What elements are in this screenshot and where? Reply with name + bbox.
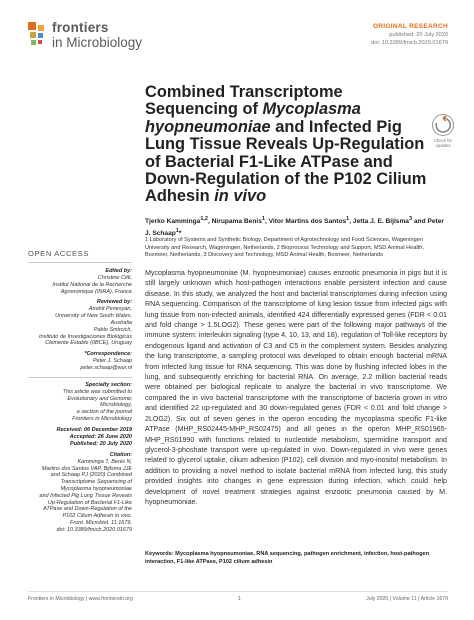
- reviewed-by-0: Anahit Penesyan,: [88, 306, 132, 313]
- citation-10[interactable]: doi: 10.3389/fmicb.2020.01679: [56, 526, 132, 533]
- refresh-icon: [433, 115, 453, 135]
- citation-1: Martins dos Santos VAP, Bijlsma JJE: [41, 465, 132, 472]
- received-date: Received: 06 December 2019: [56, 426, 132, 433]
- author-4[interactable]: Jetta J. E. Bijlsma$^3$: [352, 216, 413, 226]
- sidebar: [28, 249, 132, 534]
- check-updates-label: Check for updates: [434, 138, 452, 148]
- citation-4: Mycoplasma hyopneumoniae: [60, 485, 132, 492]
- footer-volume: July 2020 | Volume 11 | Article 1679: [366, 596, 448, 602]
- keywords-list: Mycoplasma hyopneumoniae, RNA sequencing, pathogen enrichment, infection, host-pathogen interaction, F1-like ATPase, P102 cilium adhesin: [145, 551, 430, 565]
- edited-by-0: Christine Citti,: [97, 275, 132, 281]
- brand-line1: frontiers: [52, 20, 109, 35]
- specialty-heading: Specialty section:: [85, 381, 132, 388]
- abstract: Mycoplasma hyopneumoniae (M. hyopneumoniae) causes enzootic pneumonia in pigs but it is still largely unknown which host-pathogen interactions enable persistent infection and cause disease. In this study, we analyzed the host and bacterial transcriptomes during infection using RNA sequencing. Comparison of the transcriptome of lung lesion tissue from infected pigs with lung tissue from non-infected animals, identified 424 differentially expressed genes (FDR < 0.01 and fold change > 1.5LOG2). These genes were part of the following major pathways of the immune system: interleukin signaling (type 4, 10, 13, and 18), regulation of Toll-like receptors by endogenous ligand and activation of C3 and C5 in the complement system. Besides analyzing the lung transcriptome, a sampling protocol was developed to obtain enough bacterial mRNA from infected lung tissue for RNA sequencing. This was done by flushing infected lobes in the lung, and subsequently enriching for bacterial RNA. On average, 2.2 million bacterial reads were obtained per biological replicate to analyze the bacterial in vivo transcriptome. We compared the in vivo bacterial transcriptome with the transcriptome of bacteria grown in vitro and identified 22 up-regulated and 30 down-regulated genes (FDR < 0.01 and fold change > 2LOG2). Six out of seven genes in the operon encoding the mycoplasma specific F1-like ATPase (MHP_RS02445-MHP_RS02475) and all genes in the operon MHP_RS01965-MHP_RS01990 with functions related to nucleotide metabolism, spermidine transport and glycerol-3-phoshate transport were up-regulated in vivo. Down-regulated in vivo were genes related to glycerol uptake, cilium adhesion (P102), cell division and myo-inositol metabolism. In addition to providing a novel method to isolate bacterial mRNA from infected lung, this study provided insights into changes in gene expression during infection, which could help development of novel treatment strategies against enzootic pneumonia caused by M. hyopneumoniae.: [145, 269, 447, 506]
- citation-5: and Infected Pig Lung Tissue Reveals: [39, 492, 132, 499]
- correspondence-name: Peter J. Schaap: [92, 358, 132, 365]
- citation-2: and Schaap PJ (2020) Combined: [50, 472, 132, 479]
- author-1[interactable]: Tjerko Kamminga$^{1,2}$: [145, 216, 208, 226]
- specialty-0: This article was submitted to: [62, 388, 132, 395]
- correspondence-heading: *Correspondence:: [84, 351, 132, 358]
- footer-journal[interactable]: Frontiers in Microbiology | www.frontiersin.org: [28, 596, 133, 602]
- keywords: [145, 550, 447, 566]
- page-header: [0, 0, 474, 60]
- citation-3: Transcriptome Sequencing of: [60, 479, 132, 486]
- title-invivo: in vivo: [214, 187, 267, 206]
- specialty-2: Microbiology,: [100, 402, 132, 409]
- specialty-4: Frontiers in Microbiology: [72, 415, 132, 422]
- journal-logo[interactable]: [28, 20, 188, 54]
- author-5[interactable]: Peter J. Schaap$^1$*: [145, 218, 444, 237]
- check-updates-icon[interactable]: [432, 114, 454, 136]
- citation-0: Kamminga T, Benis N,: [77, 458, 132, 465]
- citation-7: ATPase and Down-Regulation of the: [43, 506, 132, 513]
- author-list: Tjerko Kamminga$^{1,2}$, Nirupama Benis$^1$, Vitor Martins dos Santos$^1$, Jetta J. E. Bijlsma$^3$ and Peter J. Schaap$^1$*: [145, 216, 444, 237]
- author-2[interactable]: Nirupama Benis$^1$: [211, 216, 265, 226]
- doi-link[interactable]: doi: 10.3389/fmicb.2020.01679: [371, 40, 448, 46]
- frontiers-logo-icon: [28, 22, 48, 48]
- page-number: 1: [238, 596, 241, 602]
- article-title: [145, 84, 427, 206]
- citation-6: Up-Regulation of Bacterial F1-Like: [47, 499, 132, 506]
- citation-heading: Citation:: [109, 451, 132, 458]
- article-meta: [371, 23, 448, 47]
- edited-by-1: Institut National de la Recherche: [52, 281, 132, 288]
- reviewed-by-heading: Reviewed by:: [96, 299, 132, 306]
- accepted-date: Accepted: 26 June 2020: [69, 433, 132, 440]
- reviewed-by-1: University of New South Wales,: [55, 313, 132, 320]
- reviewed-by-2: Australia: [110, 319, 132, 326]
- edited-by-heading: Edited by:: [105, 268, 132, 274]
- published-date: published: 20 July 2020: [389, 32, 448, 38]
- citation-8: P102 Cilium Adhesin in vivo.: [62, 513, 132, 520]
- reviewed-by-4: Instituto de Investigaciones Biológicas: [39, 333, 132, 340]
- affiliations: 1 Laboratory of Systems and Synthetic Biology, Department of Agrotechnology and Food Sciences, Wageningen University and Research, Wageningen, Netherlands, 2 Bioprocess Technology and Support, MSD Animal Health, Boxmeer, Netherlands, 3 Discovery and Technology, MSD Animal Health, Boxmeer, Netherlands: [145, 237, 424, 259]
- brand-line2: in Microbiology: [52, 35, 143, 50]
- specialty-1: Evolutionary and Genomic: [67, 395, 132, 402]
- author-3[interactable]: Vitor Martins dos Santos$^1$: [268, 216, 350, 226]
- reviewed-by-3: Pablo Smircich,: [93, 326, 132, 333]
- title-part-2: and Infected Pig Lung Tissue Reveals Up-Regulation of Bacterial F1-Like ATPase and Down-Regulation of the P102 Cilium Adhesin: [145, 117, 427, 206]
- open-access-label: OPEN ACCESS: [28, 249, 132, 263]
- published-date-sidebar: Published: 20 July 2020: [69, 440, 132, 447]
- specialty-3: a section of the journal: [76, 409, 132, 416]
- correspondence-email[interactable]: peter.schaap@wur.nl: [80, 364, 132, 371]
- edited-by-2: Agronomique (INRA), France: [60, 288, 132, 295]
- keywords-label: Keywords:: [145, 551, 174, 557]
- title-species: Mycoplasma hyopneumoniae: [145, 100, 361, 136]
- page-footer: [28, 591, 448, 601]
- reviewed-by-5: Clemente Estable (IIBCE), Uruguay: [45, 340, 132, 347]
- citation-9: Front. Microbiol. 11:1679.: [70, 519, 132, 526]
- article-type: ORIGINAL RESEARCH: [372, 23, 448, 30]
- title-part-1: Combined Transcriptome Sequencing of: [145, 83, 343, 119]
